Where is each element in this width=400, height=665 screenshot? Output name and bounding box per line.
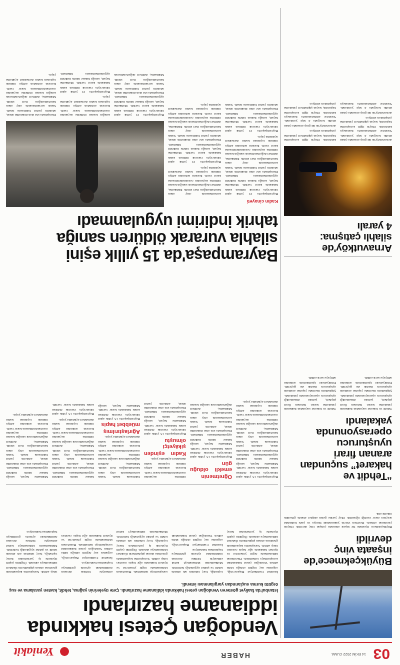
main-headline: Vendoğan Çetesi hakkında iddianame hazırlandı [27, 595, 278, 639]
left-story-2-headline: Arnavutköy'de silahlı çatışma: 4 yaralı [319, 220, 392, 254]
courthouse-photo [6, 121, 164, 207]
night-scene-photo [284, 146, 392, 216]
sidebar-headline: Büyükçekmece'de inşaata vinç devrildi [303, 533, 392, 567]
person-head [80, 189, 94, 203]
sidebar-body: Büyükçekmece ilçesinde bir inşaat alanında çalışan vinç devrildi. Olayda yaralanan olmadı. Devrilen vincin yakınındaki binaya ve park halindeki araçlara zarar verdiği öğrenildi. Olay yerine gelen ekipler alanda güvenlik önlemi aldı. [284, 511, 392, 529]
date-line: 14 EKİM 2022 CUMA [331, 652, 366, 656]
center-kicker: Kadın cinayeti [246, 199, 278, 204]
center-body-lower: Bayrampaşa'da 15 yıllık eşini tabancayla vurarak öldüren sanık hakkında karar verildi. Mahkeme heyeti, sanığa haksız tahrik indirimi uygulanmamasına hükmetti. Duruşmada söz alan maktulün ailesi, adaletin yerini bulmasını istedi. Sanık savunmasında olay anını hatırlamadığını ileri sürdü. Mahkeme, delilleri değerlendirerek sanığın kasten öldürme suçundan cezalandırılmasına karar verdi. Kararın ardından adliye önünde toplanan kadın dernekleri açıklama yaptı. Bayrampaşa'da 15 yıllık eşini tabancayla vurarak öldüren sanık hakkında karar verildi. Mahkeme heyeti, sanığa haksız tahrik indirimi uygulanmamasına hükmetti. Duruşmada söz alan maktulün ailesi, adaletin yerini bulmasını istedi. Sanık savunmasında olay anını hatırlamadığını ileri sürdü. Mahkeme, delilleri değerlendirerek sanığın kasten öldürme suçundan cezalandırılmasına karar verdi. Kararın ardından adliye önünde toplanan kadın dernekleri açıklama yaptı. Bayrampaşa'da 15 yıllık eşini tabancayla vurarak öldüren sanık hakkında karar verildi. Mahkeme heyeti, sanığa haksız tahrik indirimi uygulanmamasına hükmetti. Duruşmada söz alan maktulün ailesi, adaletin yerini bulmasını istedi. Sanık savunmasında olay anını hatırlamadığını ileri sürdü. Mahkeme, delilleri değerlendirerek sanığın kasten öldürme suçundan cezalandırılmasına karar verdi. Kararın ardından adliye önünde toplanan kadın dernekleri açıklama yaptı. [168, 102, 278, 196]
center-body-upper: Bayrampaşa'da 15 yıllık eşini tabancayla vurarak öldüren sanık hakkında karar verildi. Mahkeme heyeti, sanığa haksız tahrik indirimi uygulanmamasına hükmetti. Duruşmada söz alan maktulün ailesi, adaletin yerini bulmasını istedi. Sanık savunmasında olay anını hatırlamadığını ileri sürdü. Mahkeme, delilleri değerlendirerek sanığın kasten öldürme suçundan cezalandırılmasına karar verdi. Kararın ardından adliye önünde toplanan kadın dernekleri açıklama yaptı. Öğretmenin emekli olduğu gün Bayrampaşa'da 15 yıllık eşini tabancayla vurarak öldüren sanık hakkında karar verildi. Mahkeme heyeti, sanığa haksız tahrik indirimi uygulanmamasına hükmetti. Duruşmada söz alan maktulün ailesi, adaletin yerini bulmasını istedi. Sanık savunmasında olay anını hatırlamadığını ileri sürdü. Mahkeme, delilleri değerlendirerek sanığın kasten öldürme suçundan cezalandırılmasına karar verdi. Kararın ardından adliye önünde toplanan kadın dernekleri açıklama yaptı. Kadın eşinden şikâyetçi olmuştu Bayrampaşa'da 15 yıllık eşini tabancayla vurarak öldüren sanık hakkında karar verildi. Mahkeme heyeti, sanığa haksız tahrik indirimi uygulanmamasına hükmetti. Duruşmada söz alan maktulün ailesi, adaletin yerini bulmasını istedi. Sanık savunmasında olay anını hatırlamadığını ileri sürdü. Mahkeme, delilleri değerlendirerek sanığın kasten öldürme suçundan cezalandırılmasına karar verdi. Kararın ardından adliye önünde toplanan kadın dernekleri açıklama yaptı. Ağırlaştırılmış müebbet hapis Bayrampaşa'da 15 yıllık eşini tabancayla vurarak öldüren sanık hakkında karar verildi. Mahkeme heyeti, sanığa haksız tahrik indirimi uygulanmamasına hükmetti. Duruşmada söz alan maktulün ailesi, adaletin yerini bulmasını istedi. Sanık savunmasında olay anını hatırlamadığını ileri sürdü. Mahkeme, delilleri değerlendirerek sanığın kasten öldürme suçundan cezalandırılmasına karar verdi. Kararın ardından adliye önünde toplanan kadın dernekleri açıklama yaptı. Bayrampaşa'da 15 yıllık eşini tabancayla vurarak öldüren sanık hakkında karar verildi. Mahkeme heyeti, sanığa haksız tahrik indirimi uygulanmamasına hükmetti. Duruşmada söz alan maktulün ailesi, adaletin yerini bulmasını istedi. Sanık savunmasında olay anını hatırlamadığını ileri sürdü. Mahkeme, delilleri değerlendirerek sanığın kasten öldürme suçundan cezalandırılmasına karar verdi. Kararın ardından adliye önünde toplanan kadın dernekleri açıklama yaptı. [6, 400, 278, 479]
police-light [316, 173, 322, 176]
main-body: İstanbul Cumhuriyet Başsavcılığı, organize suç örgütü olduğu iddia edilen Vendoğan çetesi hakkındaki soruşturmayı tamamladı. Hazırlanan iddianamede örgüt yöneticisi ve üyeleri hakkında ağır hapis cezaları talep edildi. Soruşturma kapsamında gözaltına alınan şüphelilerin ifadeleri iddianameye eklendi. Örgütün çeşitli ilçelerde iş yerlerinden haraç topladığı, borç tahsilatı adı altında tehdit ve şiddet uyguladığı belirtildi. Mahkemenin iddianameyi kabul etmesiyle birlikte davanın önümüzdeki aylarda görülmeye başlanması bekleniyor. İstanbul Cumhuriyet Başsavcılığı, organize suç örgütü olduğu iddia edilen Vendoğan çetesi hakkındaki soruşturmayı tamamladı. Hazırlanan iddianamede örgüt yöneticisi ve üyeleri hakkında ağır hapis cezaları talep edildi. Soruşturma kapsamında gözaltına alınan şüphelilerin ifadeleri iddianameye eklendi. Örgütün çeşitli ilçelerde iş yerlerinden haraç topladığı, borç tahsilatı adı altında tehdit ve şiddet uyguladığı belirtildi. Mahkemenin iddianameyi kabul etmesiyle birlikte davanın önümüzdeki aylarda görülmeye başlanması bekleniyor. İstanbul Cumhuriyet Başsavcılığı, organize suç örgütü olduğu iddia edilen Vendoğan çetesi hakkındaki soruşturmayı tamamladı. Hazırlanan iddianamede örgüt yöneticisi ve üyeleri hakkında ağır hapis cezaları talep edildi. Soruşturma kapsamında gözaltına alınan şüphelilerin ifadeleri iddianameye eklendi. Örgütün çeşitli ilçelerde iş yerlerinden haraç topladığı, borç tahsilatı adı altında tehdit ve şiddet uyguladığı belirtildi. Mahkemenin iddianameyi kabul etmesiyle birlikte davanın önümüzdeki aylarda görülmeye başlanması bekleniyor. [6, 530, 278, 574]
logo-text: Yeniakit [14, 645, 55, 660]
center-headline: Bayrampaşa'da 15 yıllık eşini silahla vurarak öldüren sanığa tahrik indirimi uygulanmadı [56, 212, 278, 264]
page-number: 03 [373, 645, 390, 662]
masthead [0, 641, 400, 665]
logo [14, 647, 69, 661]
section-label: HABER [220, 651, 250, 658]
red-subhead-1: Öğretmenin emekli olduğu gün [190, 460, 232, 479]
left-story-2-body: Arnavutköy'de iki grup arasında çıkan silahlı kavgada 4 kişi yaralandı. Yaralılar ambulanslarla hastaneye kaldırıldı. Olayla ilgili soruşturma başlatıldı, kaçan şüphelileri yakalama çalışmaları sürüyor. Arnavutköy'de iki grup arasında çıkan silahlı kavgada 4 kişi yaralandı. Yaralılar ambulanslarla hastaneye kaldırıldı. Olayla ilgili soruşturma başlatıldı, kaçan şüphelileri yakalama çalışmaları sürüyor. Arnavutköy'de iki grup arasında çıkan silahlı kavgada 4 kişi yaralandı. Yaralılar ambulanslarla hastaneye kaldırıldı. Olayla ilgili soruşturma başlatıldı, kaçan şüphelileri yakalama çalışmaları sürüyor. [284, 101, 392, 142]
red-subhead-3: Ağırlaştırılmış müebbet hapis [101, 421, 140, 434]
main-deck: İstanbul'da faaliyet gösteren Vendoğan çetesi hakkında iddianame hazırlandı. Çete üyelerinin yağma, tehdit, kasten yaralama ve suç örgütü kurma suçlarından yargılanması istendi. [9, 582, 278, 593]
red-subhead-2: Kadın eşinden şikâyetçi olmuştu [144, 436, 186, 456]
crane-photo [284, 570, 392, 638]
center-body-bottom: Bayrampaşa'da 15 yıllık eşini tabancayla vurarak öldüren sanık hakkında karar verildi. Mahkeme heyeti, sanığa haksız tahrik indirimi uygulanmamasına hükmetti. Duruşmada söz alan maktulün ailesi, adaletin yerini bulmasını istedi. Sanık savunmasında olay anını hatırlamadığını ileri sürdü. Mahkeme, delilleri değerlendirerek sanığın kasten öldürme suçundan cezalandırılmasına karar verdi. Kararın ardından adliye önünde toplanan kadın dernekleri açıklama yaptı. Bayrampaşa'da 15 yıllık eşini tabancayla vurarak öldüren sanık hakkında karar verildi. Mahkeme heyeti, sanığa haksız tahrik indirimi uygulanmamasına hükmetti. Duruşmada söz alan maktulün ailesi, adaletin yerini bulmasını istedi. Sanık savunmasında olay anını hatırlamadığını ileri sürdü. Mahkeme, delilleri değerlendirerek sanığın kasten öldürme suçundan cezalandırılmasına karar verdi. Kararın ardından adliye önünde toplanan kadın dernekleri açıklama yaptı. [6, 72, 164, 117]
building-silhouette [284, 570, 392, 586]
left-story-1-body: Tehdit ve hakaret suçundan hakkında yakalama kararı bulunan firari şüpheli, polisin düzenlediği uyuşturucu operasyonunda yakalandı. Şüphelinin üzerinde yapılan aramada uyuşturucu madde ele geçirildi. Emniyetteki işlemlerinin ardından adliyeye sevk edildi. Tehdit ve hakaret suçundan hakkında yakalama kararı bulunan firari şüpheli, polisin düzenlediği uyuşturucu operasyonunda yakalandı. Şüphelinin üzerinde yapılan aramada uyuşturucu madde ele geçirildi. Emniyetteki işlemlerinin ardından adliyeye sevk edildi. [284, 376, 392, 411]
person-silhouette [76, 125, 98, 195]
police-car-silhouette [299, 162, 337, 172]
logo-mark-icon [60, 647, 69, 656]
left-story-1-headline: “Tehdit ve hakaret” suçundan aranan firari uyuşturucu operasyonunda yakalandı [300, 415, 392, 482]
